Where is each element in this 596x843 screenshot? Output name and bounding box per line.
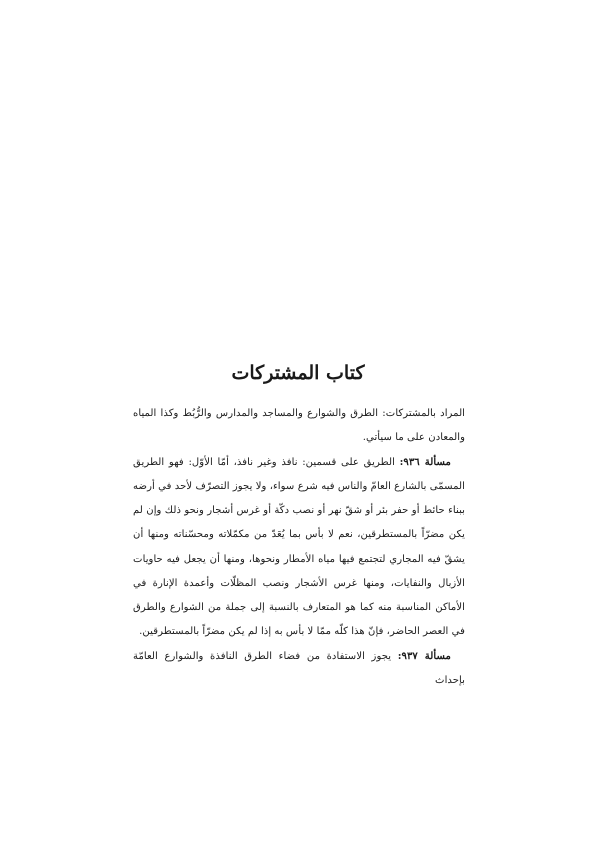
issue-936-paragraph (133, 450, 465, 644)
intro-paragraph: المراد بالمشتركات: الطرق والشوارع والمساجد والمدارس والرُّبُط وكذا المياه والمعادن على ما سيأتي. (133, 408, 465, 444)
issue-937-paragraph (133, 644, 465, 693)
issue-936-label: مسألة ٩٣٦: (399, 456, 451, 469)
issue-937-label: مسألة ٩٣٧: (397, 649, 451, 662)
chapter-title: كتاب المشتركات (231, 362, 365, 384)
body-text (133, 402, 465, 693)
issue-937-text: يجوز الاستفادة من فضاء الطرق النافذة والشوارع العامّة بإحداث (133, 650, 465, 687)
issue-936-text: الطريق على قسمين: نافذ وغير نافذ، أمّا الأوّل: فهو الطريق المسمّى بالشارع العامّ والناس فيه شرع سواء، ولا يجوز التصرّف لأحد في أرضه ببناء حائط أو حفر بئر أو شقّ نهر أو نصب دكّة أو غرس أشجار ونحو ذلك وإن لم يكن مضرّاً بالمستطرقين، نعم لا بأس بما يُعَدّ من مكمّلاته ومحسّناته ومنها أن يشقّ فيه المجاري لتجتمع فيها مياه الأمطار ونحوها، ومنها أن يجعل فيه حاويات الأزبال والنفايات، ومنها غرس الأشجار ونصب المظلّات وأعمدة الإنارة في الأماكن المناسبة منه كما هو المتعارف بالنسبة إلى جملة من الشوارع والطرق في العصر الحاضر، فإنّ هذا كلّه ممّا لا بأس به إذا لم يكن مضرّاً بالمستطرقين. (133, 457, 465, 637)
